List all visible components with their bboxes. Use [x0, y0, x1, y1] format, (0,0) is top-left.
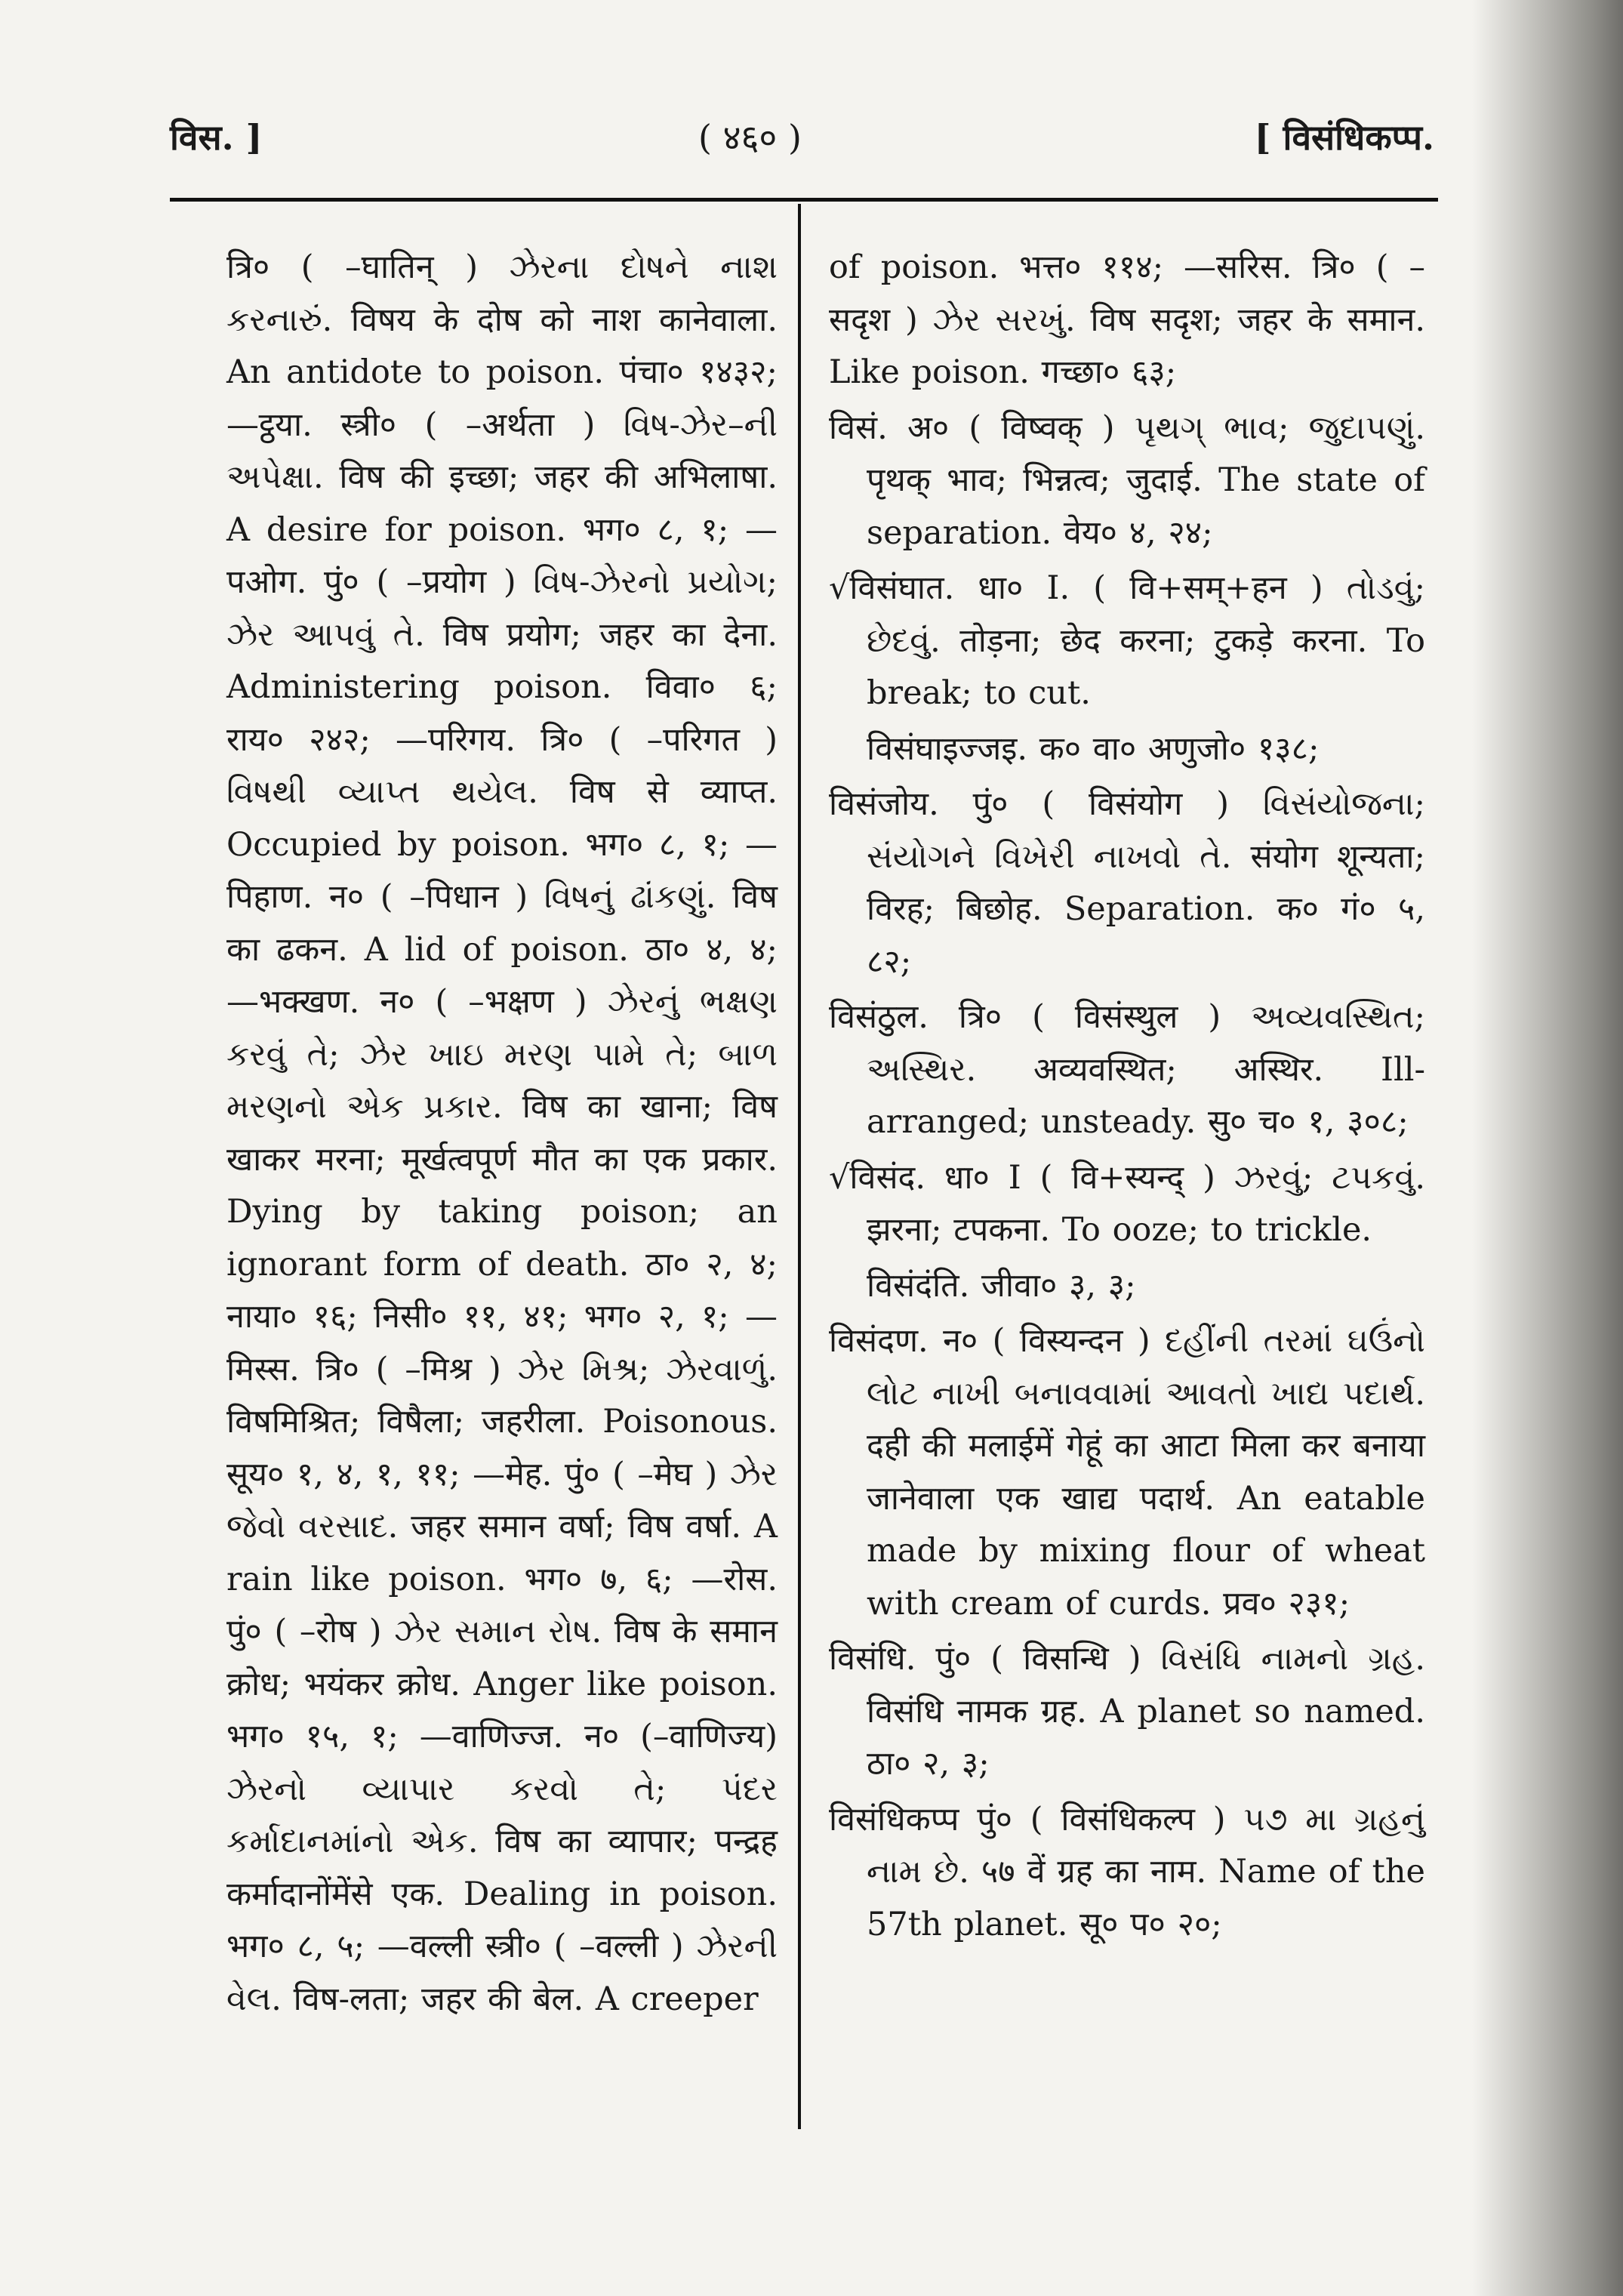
header-left-guideword: विस. ] — [170, 117, 263, 158]
entry-visanghaijjai: विसंघाइज्जइ. क० वा० अणुजो० १३८; — [867, 729, 1320, 768]
column-divider — [798, 204, 801, 2129]
entry-visandan: विसंदण. न० ( विस्यन्दन ) દહીંની તરમાં ઘઉંનો લોટ નાખી બનાવવામાં આવતો ખાદ્ય પદાર્થ. दही की मलाईमें गेहूं का आटा मिला कर बनाया जानेवाला एक खाद्य पदार्थ. An eatable made by mixing flour of wheat with cream of curds. प्रव० २३१; — [829, 1322, 1425, 1623]
entry-visandhi: विसंधि. पुं० ( विसन्धि ) વિસંધિ નામનો ગ્રહ. विसंधि नामक ग्रह. A planet so named. ठा० २, ३; — [829, 1640, 1425, 1783]
left-column — [226, 242, 778, 2029]
entry-continuation: त्रि० ( –घातिन् ) ઝેરના દોષને નાશ કરનારું. विषय के दोष को नाश कानेवाला. An antidote to poison. पंचा० १४३२; —ट्ठया. स्त्री० ( –अर्थता ) વિષ-ઝેર–ની અપેક્ષા. विष की इच्छा; जहर की अभिलाषा. A desire for poison. भग० ८, १; —पओग. पुं० ( –प्रयोग ) વિષ-ઝેરનો પ્રયોગ; ઝેર આપવું તે. विष प्रयोग; जहर का देना. Administering poison. विवा० ६; राय० २४२; —परिगय. त्रि० ( –परिगत ) વિષથી વ્યાપ્ત થયેલ. विष से व्याप्त. Occupied by poison. भग० ८, १; —पिहाण. न० ( –पिधान ) વિષનું ઢાંકણું. विष का ढकन. A lid of poison. ठा० ४, ४; —भक्खण. न० ( –भक्षण ) ઝેરનું ભક્ષણ કરવું તે; ઝેર ખાઇ મરણ પામે તે; બાળ મરણનો એક પ્રકાર. विष का खाना; विष खाकर मरना; मूर्खत्वपूर्ण मौत का एक प्रकार. Dying by taking poison; an ignorant form of death. ठा० २, ४; नाया० १६; निसी० ११, ४१; भग० २, १; —मिस्स. त्रि० ( –मिश्र ) ઝેર મિશ્ર; ઝેરવાળું. विषमिश्रित; विषैला; जहरीला. Poisonous. सूय० १, ४, १, ११; —मेह. पुं० ( –मेघ ) ઝેર જેવો વરસાદ. जहर समान वर्षा; विष वर्षा. A rain like poison. भग० ७, ६; —रोस. पुं० ( –रोष ) ઝેર સમાન રોષ. विष के समान क्रोध; भयंकर क्रोध. Anger like poison. भग० १५, १; —वाणिज्ज. न० (–वाणिज्य) ઝેરનો વ્યાપાર કરવો તે; પંદર કર્માદાનમાંનો એક. विष का व्यापार; पन्द्रह कर्मादानोंमेंसे एक. Dealing in poison. भग० ८, ५; —वल्ली स्त्री० ( –वल्ली ) ઝેરની વેલ. विष-लता; जहर की बेल. A creeper — [226, 248, 778, 2018]
header-right-guideword: [ विसंधिकप्प. — [1254, 117, 1434, 158]
page-number: ( ४६० ) — [698, 117, 802, 158]
entry-visandanti: विसंदंति. जीवा० ३, ३; — [867, 1266, 1136, 1305]
entry-visandhikapp: विसंधिकप्प पुं० ( विसंधिकल्प ) ૫૭ મા ગ્રહનું નામ છે. ५७ वें ग्रह का नाम. Name of the 57th planet. सू० प० २०; — [829, 1800, 1425, 1943]
running-header — [170, 113, 1434, 174]
entry-continuation: of poison. भत्त० ११४; —सरिस. त्रि० ( –सदृश ) ઝેર સરખું. विष सदृश; जहर के समान. Like poison. गच्छा० ६३; — [829, 248, 1425, 391]
entry-visand: √विसंद. धा० I ( वि+स्यन्द् ) ઝરવું; ટપકવું. झरना; टपकना. To ooze; to trickle. — [829, 1158, 1425, 1249]
entry-visanthul: विसंठुल. त्रि० ( विसंस्थुल ) અવ્યવસ્થિત; અસ્થિર. अव्यवस्थित; अस्थिर. Ill-arranged; unsteady. सु० च० १, ३०८; — [829, 998, 1425, 1141]
entry-visanjoy: विसंजोय. पुं० ( विसंयोग ) વિસંયોજના; સંયોગને વિખેરી નાખવો તે. संयोग शून्यता; विरह; बिछोह. Separation. क० गं० ५, ८२; — [829, 785, 1425, 981]
header-rule — [170, 198, 1438, 202]
entry-visam: विसं. अ० ( विष्वक् ) પૃથગ્ ભાવ; જુદાપણું. पृथक् भाव; भिन्नत्व; जुदाई. The state of separation. वेय० ४, २४; — [829, 408, 1425, 552]
page-edge-shadow — [1472, 0, 1623, 2296]
right-column — [829, 242, 1425, 1954]
entry-visanghat: √विसंघात. धा० I. ( वि+सम्+हन ) તોડવું; છેદવું. तोड़ना; छेद करना; टुकड़े करना. To break; to cut. — [829, 569, 1425, 712]
